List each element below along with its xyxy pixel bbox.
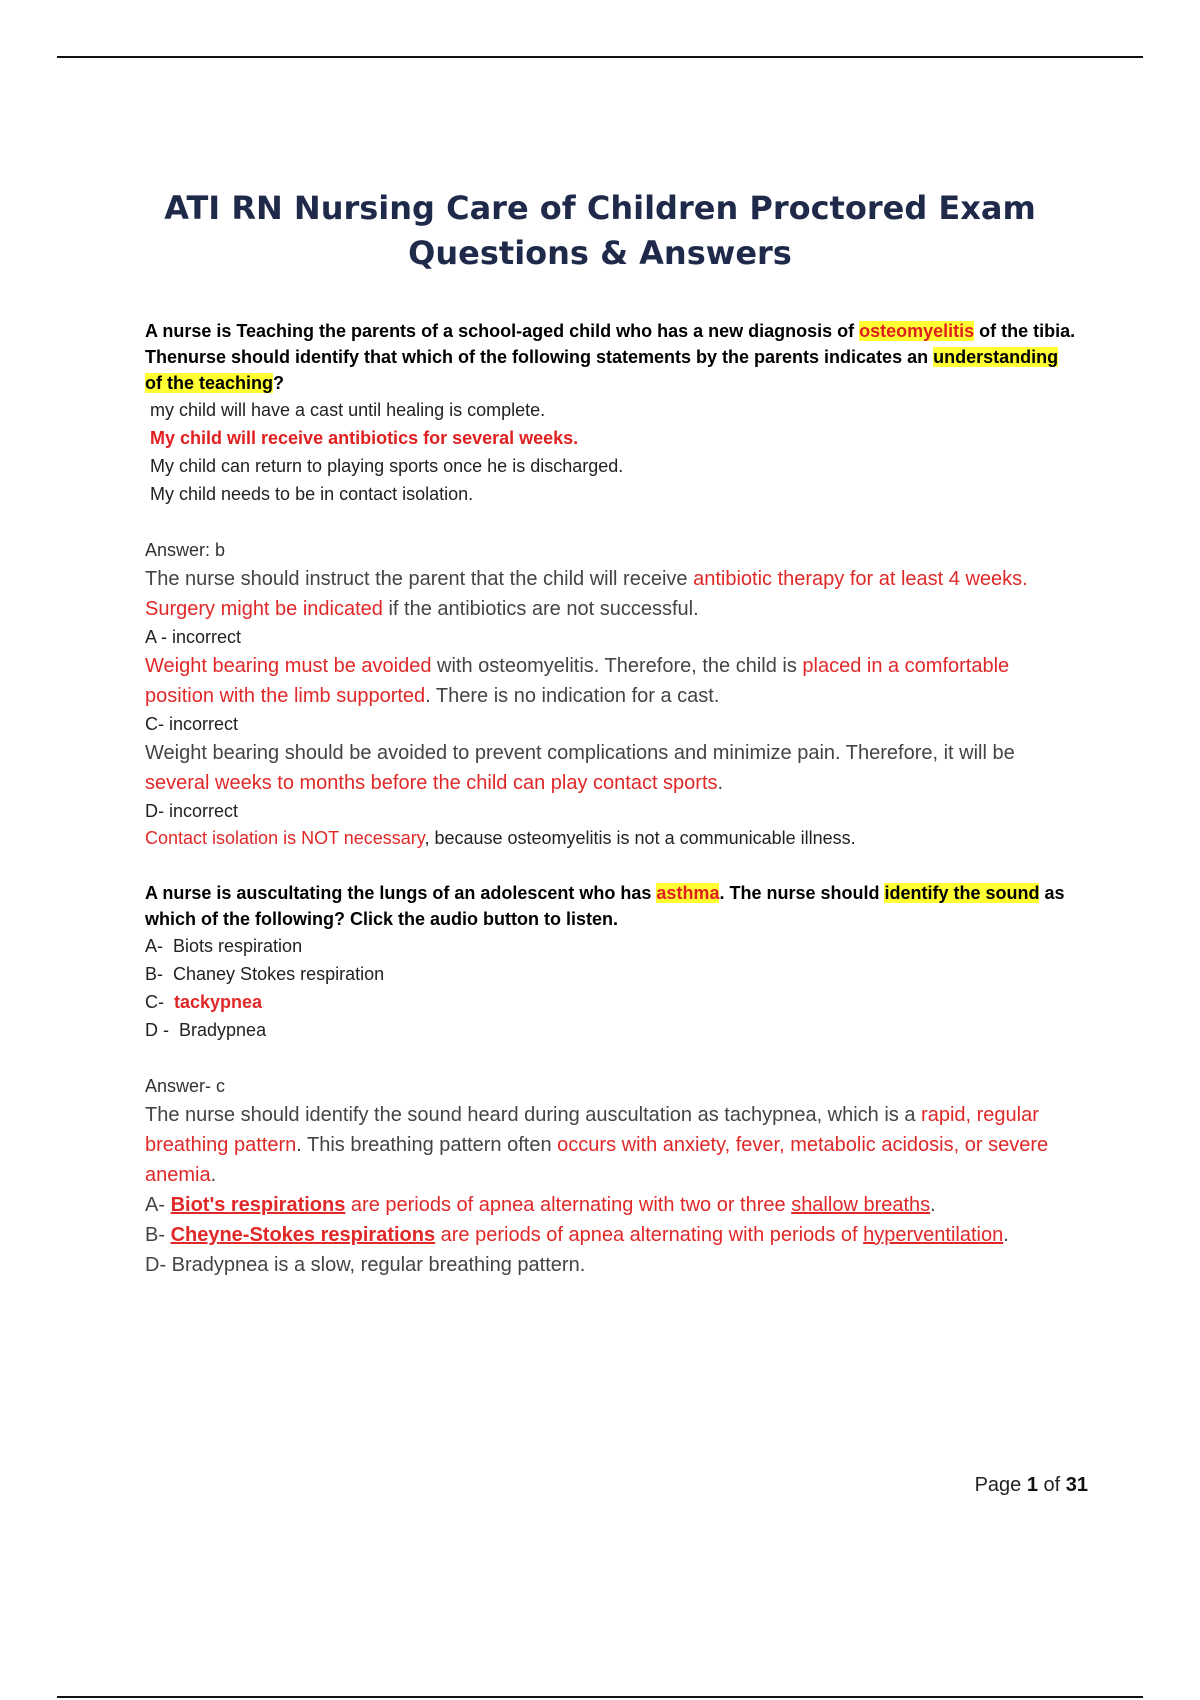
question-1: A nurse is Teaching the parents of a school-aged child who has a new diagnosis of osteomyelitis of the tibia. Thenurse should identify that which of the following statements by the parents indicates an understanding of the teaching? [145, 321, 1076, 393]
title-line-2: Questions & Answers [408, 234, 792, 272]
q1-option-d: My child needs to be in contact isolation. [150, 484, 474, 504]
q2-answer: Answer- c [145, 1076, 226, 1096]
q1-c-explanation: Weight bearing should be avoided to prevent complications and minimize pain. Therefore, it will be several weeks to months before the child can play contact sports. [145, 742, 1015, 794]
q2-option-a: A- Biots respiration [145, 936, 303, 956]
q1-option-c: My child can return to playing sports once he is discharged. [150, 456, 624, 476]
question-2: A nurse is auscultating the lungs of an adolescent who has asthma. The nurse should identify the sound as which of the following? Click the audio button to listen. [145, 883, 1065, 929]
q2-b-explanation: B- Cheyne-Stokes respirations are periods of apnea alternating with periods of hyperventilation. [145, 1224, 1009, 1246]
q2-a-explanation: A- Biot's respirations are periods of apnea alternating with two or three shallow breaths. [145, 1194, 936, 1216]
q2-option-b: B- Chaney Stokes respiration [145, 964, 385, 984]
highlight-osteomyelitis: osteomyelitis [859, 321, 975, 341]
document-body [145, 318, 1080, 1280]
q2-option-d: D - Bradypnea [145, 1020, 267, 1040]
top-rule [57, 56, 1143, 58]
q1-option-b-correct: My child will receive antibiotics for several weeks. [150, 428, 579, 448]
bottom-rule [57, 1696, 1143, 1698]
page-title [140, 186, 1060, 276]
highlight-asthma: asthma [656, 883, 720, 903]
q1-d-label: D- incorrect [145, 801, 239, 821]
page-number: Page 1 of 31 [974, 1474, 1088, 1496]
spacer [145, 508, 1080, 536]
q1-c-label: C- incorrect [145, 714, 239, 734]
highlight-understanding: understanding of the teaching [145, 347, 1059, 393]
q1-a-explanation: Weight bearing must be avoided with osteomyelitis. Therefore, the child is placed in a comfortable position with the limb supported. There is no indication for a cast. [145, 655, 1010, 707]
q1-answer: Answer: b [145, 540, 226, 560]
spacer [145, 1044, 1080, 1072]
q1-d-explanation: Contact isolation is NOT necessary, because osteomyelitis is not a communicable illness. [145, 828, 856, 848]
title-line-1: ATI RN Nursing Care of Children Proctored Exam [164, 189, 1036, 227]
q2-explanation: The nurse should identify the sound heard during auscultation as tachypnea, which is a rapid, regular breathing pattern. This breathing pattern often occurs with anxiety, fever, metabolic acidosis, or severe anemia. [145, 1104, 1049, 1186]
q2-option-c-correct: C- tackypnea [145, 992, 263, 1012]
spacer [145, 852, 1080, 880]
q2-d-explanation: D- Bradypnea is a slow, regular breathing pattern. [145, 1254, 586, 1276]
q1-option-a: my child will have a cast until healing is complete. [150, 400, 546, 420]
highlight-identify-sound: identify the sound [884, 883, 1040, 903]
q1-a-label: A - incorrect [145, 627, 242, 647]
q1-explanation: The nurse should instruct the parent that the child will receive antibiotic therapy for at least 4 weeks. Surgery might be indicated if the antibiotics are not successful. [145, 568, 1028, 620]
